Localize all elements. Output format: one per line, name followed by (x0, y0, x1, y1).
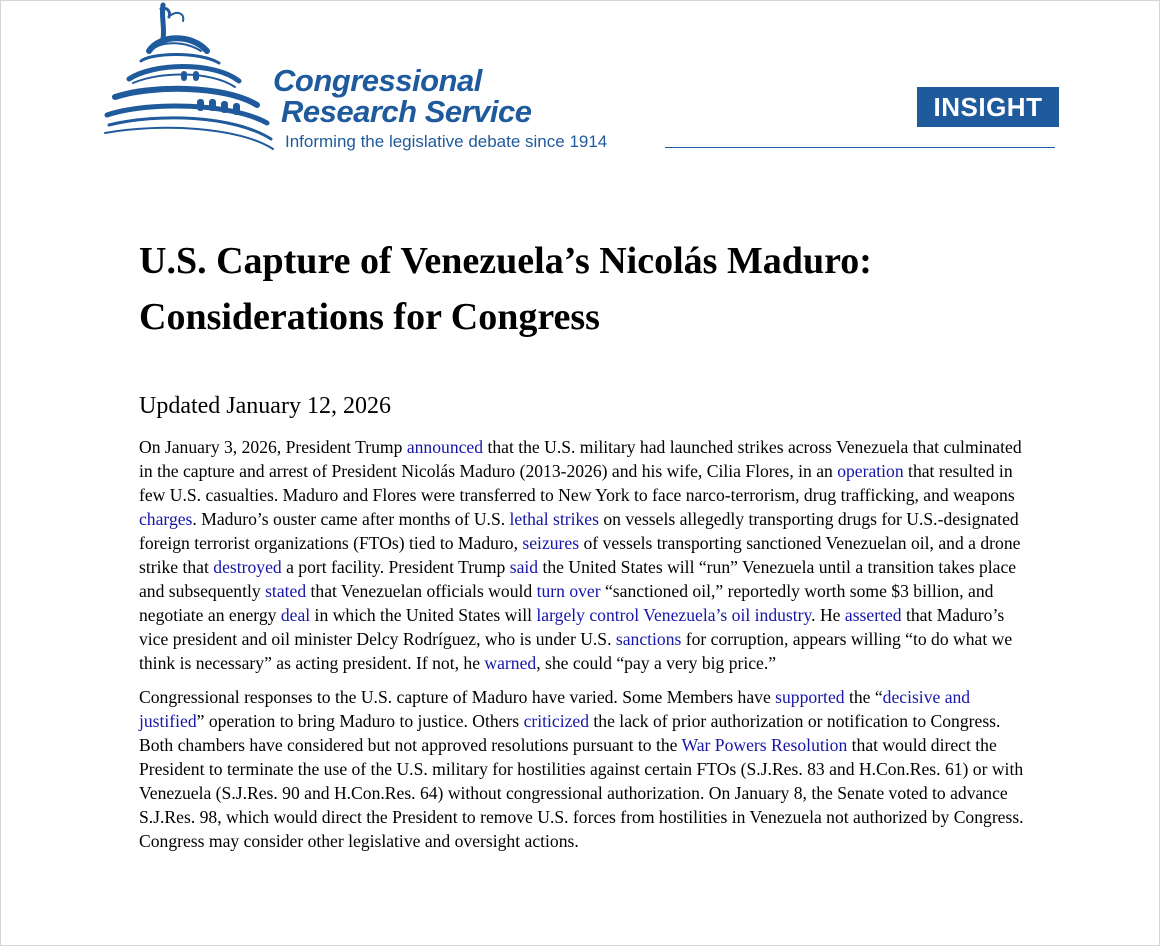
paragraph-text: the “ (844, 687, 883, 707)
inline-link[interactable]: criticized (523, 711, 590, 731)
paragraph-text: . Maduro’s ouster came after months of U.S. (192, 509, 510, 529)
inline-link[interactable]: largely control Venezuela’s oil industry (536, 605, 812, 625)
inline-link[interactable]: turn over (536, 581, 601, 601)
body-paragraph (139, 685, 1029, 853)
paragraph-text: that the U.S. military had launched strikes across Venezuela that culminated in the capture and arrest of President Nicolás Maduro (2013-2026) and his wife, Cilia Flores, in an (139, 437, 1022, 481)
org-tagline: Informing the legislative debate since 1914 (285, 132, 608, 151)
paragraph-text: “sanctioned oil,” reportedly worth some $3 billion, and negotiate an energy (139, 581, 994, 625)
inline-link[interactable]: said (509, 557, 539, 577)
inline-link[interactable]: deal (280, 605, 311, 625)
paragraph-text: On January 3, 2026, President Trump (139, 437, 407, 457)
paragraph-text: that would direct the President to terminate the use of the U.S. military for hostilities against certain FTOs (S.J.Res. 83 and H.Con.Res. 61) or with Venezuela (S.J.Res. 90 and H.Con.Res. 64) without congressional authorization. On January 8, the Senate voted to advance S.J.Res. 98, which would direct the President to remove U.S. forces from hostilities in Venezuela not authorized by Congress. Congress may consider other legislative and oversight actions. (139, 735, 1024, 851)
paragraph-text: . He (811, 605, 845, 625)
paragraph-text: ” operation to bring Maduro to justice. Others (196, 711, 524, 731)
inline-link[interactable]: destroyed (213, 557, 282, 577)
inline-link[interactable]: operation (837, 461, 904, 481)
capitol-dome-logo (101, 1, 281, 156)
inline-link[interactable]: sanctions (615, 629, 682, 649)
inline-link[interactable]: announced (406, 437, 484, 457)
updated-date: Updated January 12, 2026 (139, 393, 391, 419)
paragraph-text: on vessels allegedly transporting drugs for U.S.-designated foreign terrorist organizations (FTOs) tied to Maduro, (139, 509, 1019, 553)
inline-link[interactable]: decisive and justified (139, 687, 971, 731)
inline-link[interactable]: War Powers Resolution (681, 735, 848, 755)
paragraph-text: , she could “pay a very big price.” (536, 653, 777, 673)
inline-link[interactable]: warned (484, 653, 537, 673)
title-line-1: U.S. Capture of Venezuela’s Nicolás Maduro: (139, 240, 872, 282)
org-name-line2: Research Service (281, 94, 532, 129)
report-title (139, 233, 1039, 345)
inline-link[interactable]: seizures (522, 533, 580, 553)
inline-link[interactable]: asserted (844, 605, 902, 625)
paragraph-text: the United States will “run” Venezuela until a transition takes place and subsequently (139, 557, 1017, 601)
insight-badge: INSIGHT (917, 87, 1059, 127)
inline-link[interactable]: supported (775, 687, 845, 707)
masthead (1, 1, 1160, 161)
inline-link[interactable]: stated (265, 581, 307, 601)
inline-link[interactable]: charges (139, 509, 193, 529)
paragraph-text: a port facility. President Trump (281, 557, 510, 577)
org-name-line1: Congressional (273, 63, 482, 98)
paragraph-text: the lack of prior authorization or notification to Congress. Both chambers have considered but not approved resolutions pursuant to the (139, 711, 1001, 755)
paragraph-text: Congressional responses to the U.S. capture of Maduro have varied. Some Members have (139, 687, 776, 707)
report-body (139, 435, 1029, 863)
paragraph-text: that Venezuelan officials would (306, 581, 537, 601)
paragraph-text: that Maduro’s vice president and oil minister Delcy Rodríguez, who is under U.S. (139, 605, 1005, 649)
paragraph-text: for corruption, appears willing “to do what we think is necessary” as acting president. If not, he (139, 629, 1013, 673)
paragraph-text: of vessels transporting sanctioned Venezuelan oil, and a drone strike that (139, 533, 1021, 577)
paragraph-text: in which the United States will (310, 605, 537, 625)
inline-link[interactable]: lethal strikes (509, 509, 599, 529)
header-rule (665, 147, 1055, 148)
paragraph-text: that resulted in few U.S. casualties. Maduro and Flores were transferred to New York to face narco-terrorism, drug trafficking, and weapons (139, 461, 1015, 505)
body-paragraph (139, 435, 1029, 675)
title-line-2: Considerations for Congress (139, 296, 600, 338)
